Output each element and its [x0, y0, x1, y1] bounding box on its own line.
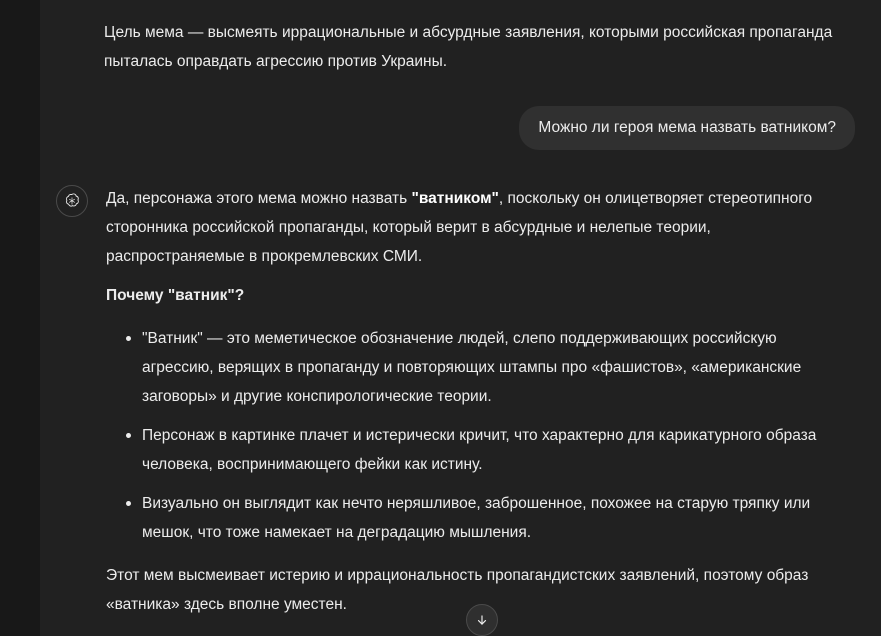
list-item: "Ватник" — это меметическое обозначение людей, слепо поддерживающих российскую агрессию, верящих в пропаганду и повторяющих штампы про «фашистов», «американские заговоры» и другие конспирологические теории. — [126, 324, 836, 411]
assistant-intro-paragraph — [106, 184, 836, 271]
assistant-message-partial — [40, 0, 881, 76]
assistant-partial-text: Цель мема — высмеять иррациональные и абсурдные заявления, которыми российская пропаганда пыталась оправдать агрессию против Украины. — [104, 24, 833, 70]
message-thread — [40, 0, 881, 633]
conversation-panel[interactable] — [40, 0, 881, 636]
openai-logo-icon — [56, 185, 88, 217]
assistant-message-body — [88, 184, 836, 633]
assistant-intro-prefix: Да, персонажа этого мема можно назвать — [106, 190, 412, 207]
assistant-closing-paragraph: Этот мем высмеивает истерию и иррациональность пропагандистских заявлений, поэтому образ «ватника» здесь вполне уместен. — [106, 567, 809, 613]
assistant-bullet-list — [106, 324, 836, 547]
assistant-subheading: Почему "ватник"? — [106, 287, 245, 304]
assistant-intro-bold: "ватником" — [411, 190, 499, 207]
arrow-down-icon — [475, 613, 489, 627]
list-item: Персонаж в картинке плачет и истерически кричит, что характерно для карикатурного образа человека, воспринимающего фейки как истину. — [126, 421, 836, 479]
sidebar-rail — [0, 0, 40, 636]
scroll-to-bottom-button[interactable] — [466, 604, 498, 636]
list-item: Визуально он выглядит как нечто неряшливое, заброшенное, похожее на старую тряпку или мешок, что тоже намекает на деградацию мышления. — [126, 489, 836, 547]
user-message-bubble[interactable]: Можно ли героя мема назвать ватником? — [519, 106, 855, 150]
assistant-intro-suffix: , поскольку он олицетворяет стереотипного сторонника российской пропаганды, который верит в абсурдные и нелепые теории, распространяемые в прокремлевских СМИ. — [106, 190, 813, 265]
assistant-message-row — [40, 150, 881, 633]
user-message-row — [40, 76, 881, 150]
